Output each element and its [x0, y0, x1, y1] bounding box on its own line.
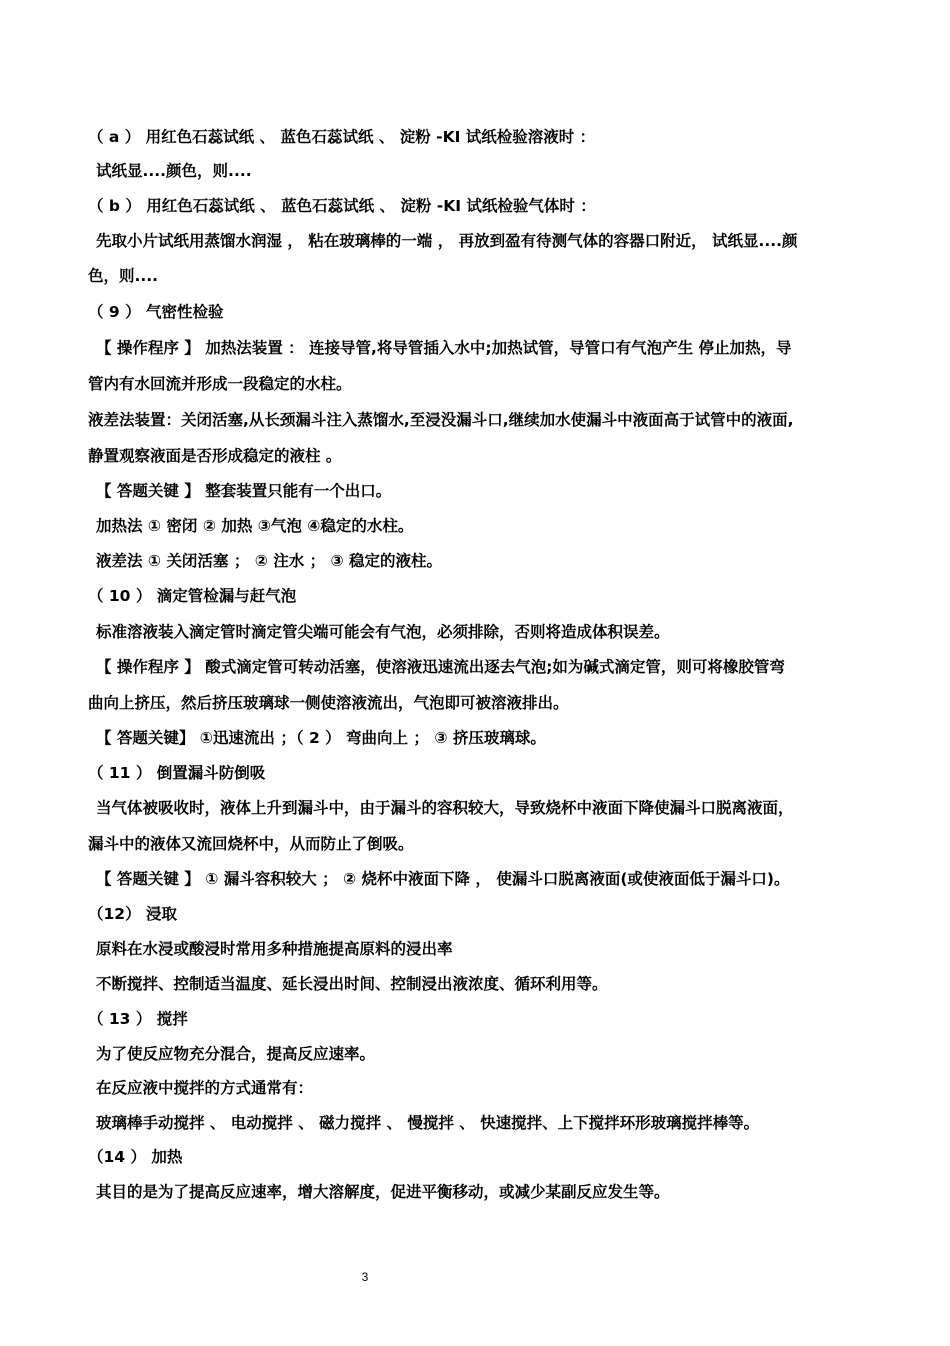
text-line: 为了使反应物充分混合，提高反应速率。	[96, 1045, 376, 1063]
text-line: 先取小片试纸用蒸馏水润湿 ， 粘在玻璃棒的一端 ， 再放到盈有待测气体的容器口附近， 试纸显....颜	[96, 232, 798, 250]
text-line: （ a ） 用红色石蕊试纸 、 蓝色石蕊试纸 、 淀粉 -KI 试纸检验溶液时 ：	[88, 128, 596, 146]
text-line: 液差法 ① 关闭活塞 ； ② 注水 ； ③ 稳定的液柱。	[96, 552, 443, 570]
text-line: 【 答题关键 】 ① 漏斗容积较大 ； ② 烧杯中液面下降 ， 使漏斗口脱离液面(或使液面低于漏斗口)。	[96, 870, 790, 888]
text-line: 色，则....	[88, 267, 159, 285]
section-heading: （ 13 ） 搅拌	[88, 1010, 188, 1028]
text-line: 【 操作程序 】 酸式滴定管可转动活塞，使溶液迅速流出逐去气泡;如为碱式滴定管，则可将橡胶管弯	[96, 658, 785, 676]
text-line: 玻璃棒手动搅拌 、 电动搅拌 、 磁力搅拌 、 慢搅拌 、 快速搅拌、上下搅拌环形玻璃搅拌棒等。	[96, 1114, 760, 1132]
section-heading: （14 ） 加热	[88, 1148, 183, 1166]
text-line: 液差法装置：关闭活塞,从长颈漏斗注入蒸馏水,至浸没漏斗口,继续加水使漏斗中液面高于试管中的液面,	[88, 411, 794, 429]
text-line: 加热法 ① 密闭 ② 加热 ③气泡 ④稳定的水柱。	[96, 517, 414, 535]
text-line: 漏斗中的液体又流回烧杯中，从而防止了倒吸。	[88, 835, 414, 853]
text-line: 其目的是为了提高反应速率，增大溶解度，促进平衡移动，或减少某副反应发生等。	[96, 1183, 670, 1201]
section-heading: （ 9 ） 气密性检验	[88, 303, 224, 321]
text-line: 静置观察液面是否形成稳定的液柱 。	[88, 447, 342, 465]
text-line: （ b ） 用红色石蕊试纸 、 蓝色石蕊试纸 、 淀粉 -KI 试纸检验气体时 ：	[88, 197, 596, 215]
text-line: 【 操作程序 】 加热法装置 ： 连接导管,将导管插入水中;加热试管，导管口有气泡产生 停止加热，导	[96, 339, 792, 357]
text-line: 当气体被吸收时，液体上升到漏斗中，由于漏斗的容积较大，导致烧杯中液面下降使漏斗口脱离液面，	[96, 799, 794, 817]
text-line: 不断搅拌、控制适当温度、延长浸出时间、控制浸出液浓度、循环利用等。	[96, 975, 608, 993]
text-line: 试纸显....颜色，则....	[96, 162, 252, 180]
section-heading: （ 10 ） 滴定管检漏与赶气泡	[88, 587, 297, 605]
text-line: 在反应液中搅拌的方式通常有：	[96, 1079, 314, 1097]
text-line: 原料在水浸或酸浸时常用多种措施提高原料的浸出率	[96, 940, 453, 958]
page-number: 3	[361, 1270, 369, 1284]
section-heading: （12） 浸取	[88, 905, 177, 923]
text-line: 【 答题关键 】 整套装置只能有一个出口。	[96, 482, 392, 500]
text-line: 曲向上挤压，然后挤压玻璃球一侧使溶液流出，气泡即可被溶液排出。	[88, 694, 569, 712]
text-line: 标准溶液装入滴定管时滴定管尖端可能会有气泡，必须排除，否则将造成体积误差。	[96, 623, 670, 641]
text-line: 管内有水回流并形成一段稳定的水柱。	[88, 375, 352, 393]
section-heading: （ 11 ） 倒置漏斗防倒吸	[88, 764, 266, 782]
text-line: 【 答题关键】 ①迅速流出 ；（ 2 ） 弯曲向上 ； ③ 挤压玻璃球。	[96, 729, 546, 747]
